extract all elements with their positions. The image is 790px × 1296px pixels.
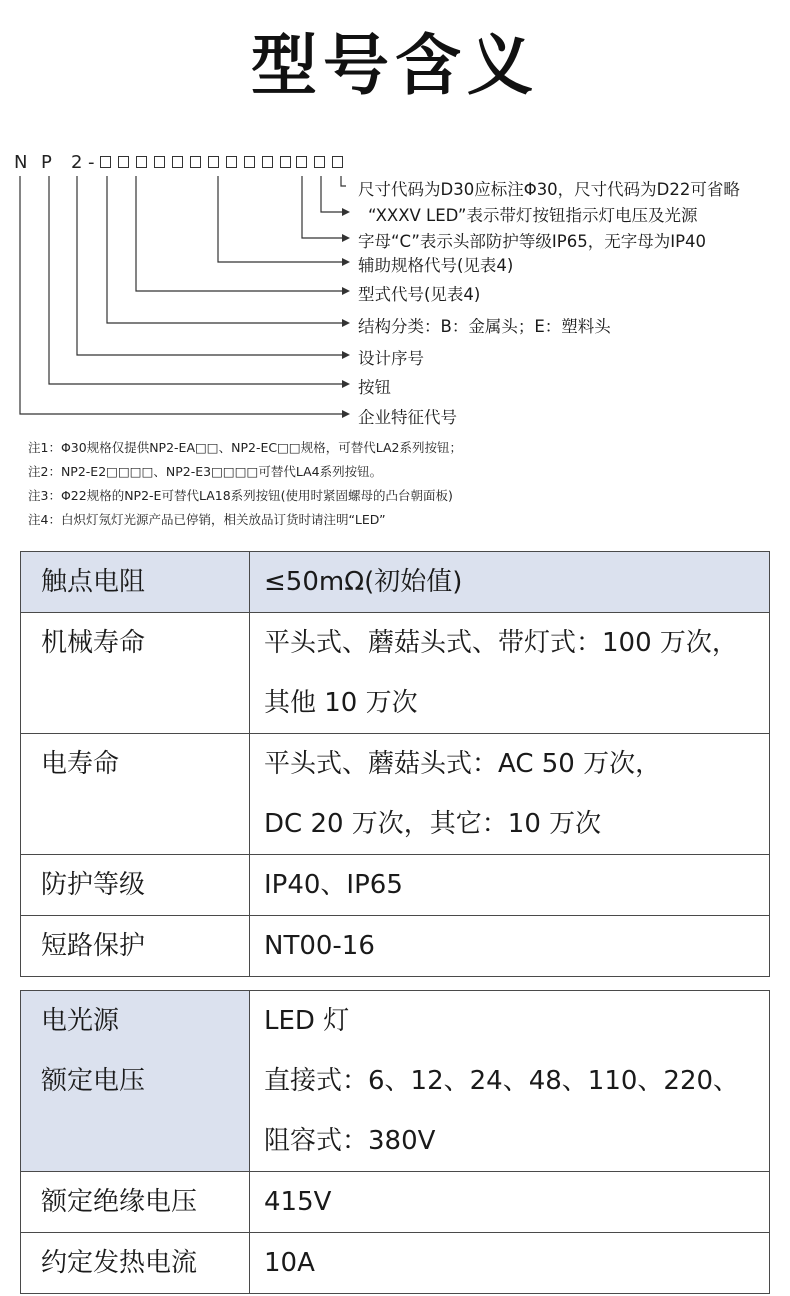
table-row (21, 1172, 770, 1233)
note-1: 注1：Φ30规格仅提供NP2-EA□□、NP2-EC□□规格，可替代LA2系列按钮； (28, 440, 462, 455)
contact-resistance-label: 触点电阻 (41, 567, 146, 597)
empty-line (41, 1111, 249, 1171)
row-key (21, 552, 250, 613)
rated-voltage-line2: 阻容式：380V (264, 1126, 436, 1156)
thermal-current-value: 10A (264, 1248, 315, 1278)
code-letter-n: N (14, 152, 28, 173)
row-key (21, 734, 250, 855)
code-desc-protection: 字母“C”表示头部防护等级IP65，无字母为IP40 (358, 232, 707, 251)
electrical-life-line2: DC 20 万次，其它：10 万次 (264, 809, 602, 839)
code-dash: - (88, 152, 95, 173)
code-letter-p: P (41, 152, 52, 173)
code-desc-structure: 结构分类：B：金属头；E：塑料头 (358, 317, 611, 336)
code-desc-company: 企业特征代号 (358, 408, 457, 427)
row-value (250, 855, 770, 916)
mechanical-life-label: 机械寿命 (41, 628, 146, 658)
electrical-life-line1: 平头式、蘑菇头式：AC 50 万次， (264, 749, 662, 779)
insulation-voltage-value: 415V (264, 1187, 332, 1217)
table-row (21, 552, 770, 613)
row-value (250, 1233, 770, 1294)
short-circuit-label: 短路保护 (41, 931, 146, 961)
table-row (21, 613, 770, 734)
rated-voltage-line1: 直接式：6、12、24、48、110、220、 (264, 1066, 740, 1096)
row-key (21, 855, 250, 916)
row-value (250, 734, 770, 855)
table-row (21, 991, 770, 1172)
code-desc-design: 设计序号 (358, 349, 424, 368)
code-desc-aux: 辅助规格代号(见表4) (358, 256, 514, 275)
code-desc-button: 按钮 (358, 378, 391, 397)
table-row (21, 916, 770, 977)
contact-resistance-value: ≤50mΩ(初始值) (264, 567, 463, 597)
short-circuit-value: NT00-16 (264, 931, 375, 961)
row-key (21, 1172, 250, 1233)
code-desc-lamp: “XXXV LED”表示带灯按钮指示灯电压及光源 (368, 206, 698, 225)
spec-table-1 (20, 551, 770, 977)
row-value (250, 991, 770, 1172)
spec-table-2 (20, 990, 770, 1294)
code-desc-size: 尺寸代码为D30应标注Φ30，尺寸代码为D22可省略 (358, 180, 740, 199)
code-desc-type: 型式代号(见表4) (358, 285, 481, 304)
page-title: 型号含义 (251, 27, 539, 104)
mechanical-life-line2: 其他 10 万次 (264, 688, 418, 718)
row-key (21, 916, 250, 977)
insulation-voltage-label: 额定绝缘电压 (41, 1187, 198, 1217)
light-source-value: LED 灯 (264, 1006, 350, 1036)
thermal-current-label: 约定发热电流 (41, 1248, 198, 1278)
row-value (250, 552, 770, 613)
row-value (250, 916, 770, 977)
table-row (21, 1233, 770, 1294)
protection-label: 防护等级 (41, 870, 146, 900)
row-value (250, 1172, 770, 1233)
light-source-label: 电光源 (41, 1006, 120, 1036)
table-row (21, 734, 770, 855)
mechanical-life-line1: 平头式、蘑菇头式、带灯式：100 万次， (264, 628, 738, 658)
protection-value: IP40、IP65 (264, 870, 403, 900)
row-key (21, 1233, 250, 1294)
table-row (21, 855, 770, 916)
row-key (21, 991, 250, 1172)
electrical-life-label: 电寿命 (41, 749, 120, 779)
note-4: 注4：白炽灯氖灯光源产品已停销，相关放品订货时请注明“LED” (28, 512, 386, 527)
note-2: 注2：NP2-E2□□□□、NP2-E3□□□□可替代LA4系列按钮。 (28, 464, 383, 479)
row-key (21, 613, 250, 734)
note-3: 注3：Φ22规格的NP2-E可替代LA18系列按钮(使用时紧固螺母的凸台朝面板) (28, 488, 453, 503)
rated-voltage-label: 额定电压 (41, 1066, 146, 1096)
code-digit-2: 2 (71, 152, 83, 173)
row-value (250, 613, 770, 734)
